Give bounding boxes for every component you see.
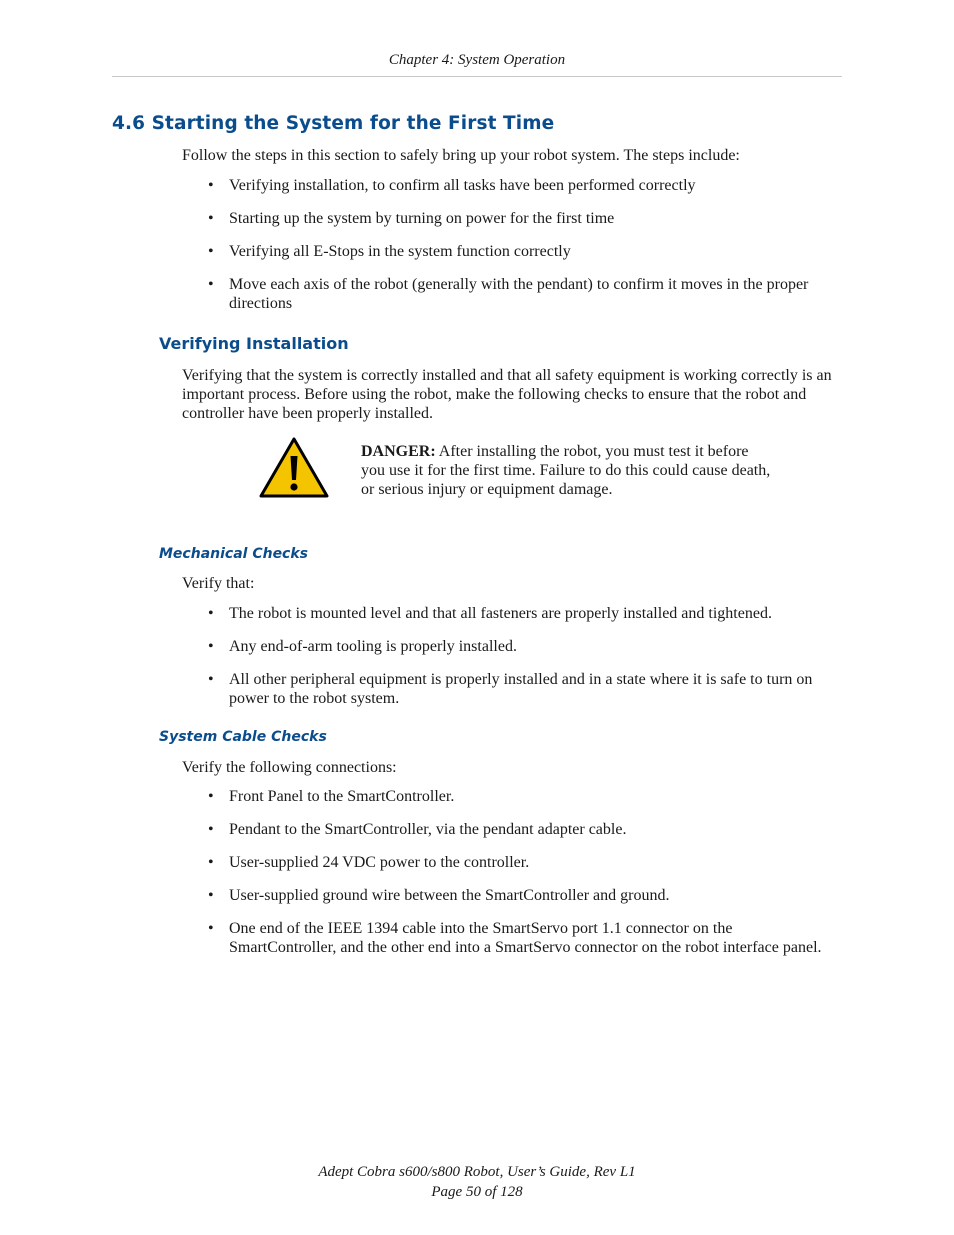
- mechanical-intro: Verify that:: [182, 575, 255, 592]
- footer-doc-title: Adept Cobra s600/s800 Robot, User’s Guide, Rev L1: [318, 1164, 636, 1180]
- verifying-paragraph: Verifying that the system is correctly installed and that all safety equipment is working correctly is an important process. Before using the robot, make the following checks to ensure that the robot and controller have been properly installed.: [182, 367, 832, 422]
- list-item: • Verifying all E-Stops in the system function correctly: [208, 243, 571, 260]
- footer-page-number: Page 50 of 128: [431, 1184, 523, 1200]
- warning-triangle-icon: [258, 436, 330, 500]
- list-item: • Verifying installation, to confirm all tasks have been performed correctly: [208, 177, 696, 194]
- list-item: • All other peripheral equipment is properly installed and in a state where it is safe to turn on power to the robot system.: [208, 671, 813, 707]
- danger-notice: [258, 436, 778, 506]
- mechanical-checks-heading: Mechanical Checks: [159, 546, 309, 562]
- list-item: • Front Panel to the SmartController.: [208, 788, 455, 805]
- danger-text: [361, 442, 771, 499]
- danger-label: DANGER:: [361, 443, 436, 460]
- list-item: • User-supplied 24 VDC power to the controller.: [208, 854, 530, 871]
- section-title: 4.6 Starting the System for the First Time: [112, 113, 555, 134]
- danger-message: After installing the robot, you must test it before you use it for the first time. Failure to do this could cause death, or serious injury or equipment damage.: [361, 443, 771, 498]
- section-intro: Follow the steps in this section to safely bring up your robot system. The steps include:: [182, 147, 740, 164]
- cable-intro: Verify the following connections:: [182, 759, 397, 776]
- list-item: • Starting up the system by turning on power for the first time: [208, 210, 615, 227]
- verifying-installation-heading: Verifying Installation: [159, 334, 349, 353]
- cable-checks-list: [208, 787, 828, 957]
- list-item: • One end of the IEEE 1394 cable into the SmartServo port 1.1 connector on the SmartController, and the other end into a SmartServo connector on the robot interface panel.: [208, 920, 822, 956]
- running-header: Chapter 4: System Operation: [388, 52, 566, 68]
- steps-list: [208, 176, 828, 313]
- list-item: • Any end-of-arm tooling is properly installed.: [208, 638, 517, 655]
- mechanical-checks-list: [208, 604, 828, 708]
- list-item: • The robot is mounted level and that all fasteners are properly installed and tightened.: [208, 605, 772, 622]
- header-divider: [112, 76, 842, 77]
- page-footer: [112, 1162, 842, 1202]
- list-item: • Pendant to the SmartController, via the pendant adapter cable.: [208, 821, 627, 838]
- list-item: • User-supplied ground wire between the SmartController and ground.: [208, 887, 670, 904]
- system-cable-checks-heading: System Cable Checks: [159, 729, 327, 745]
- list-item: • Move each axis of the robot (generally with the pendant) to confirm it moves in the proper directions: [208, 276, 809, 312]
